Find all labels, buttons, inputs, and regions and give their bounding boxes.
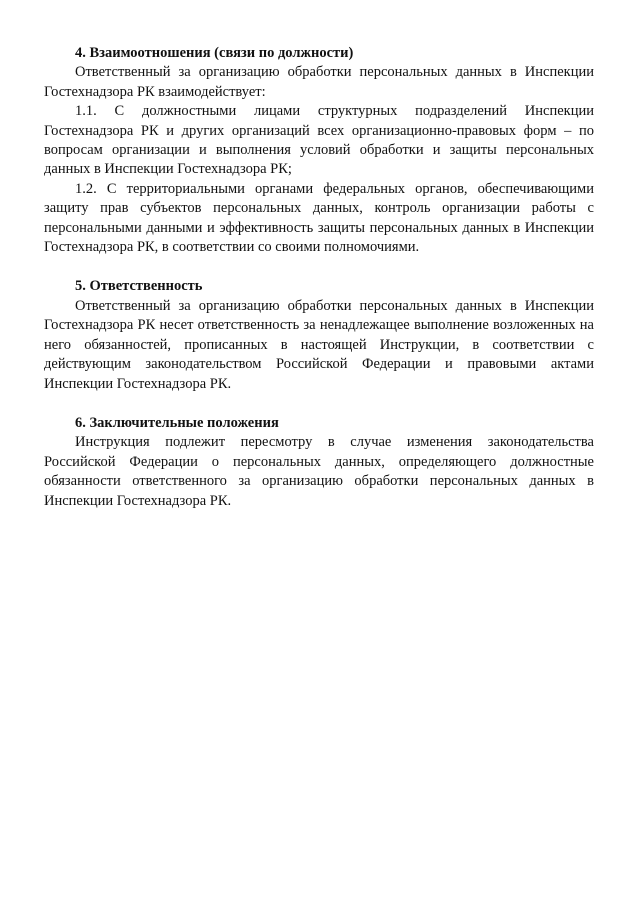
section-responsibility [44, 277, 594, 393]
document-body [44, 44, 594, 511]
paragraph-responsibility: Ответственный за организацию обработки персональных данных в Инспекции Гостехнадзора РК несет ответственность за ненадлежащее выполнение возложенных на него обязанностей, прописанных в настоящей Инструкции, в соответствии с действующим законодательством Российской Федерации и правовыми актами Инспекции Гостехнадзора РК. [44, 297, 594, 392]
paragraph-relations-1-2: 1.2. С территориальными органами федеральных органов, обеспечивающими защиту прав субъектов персональных данных, контроль организации работы с персональными данными и эффективность защиты персональных данных в Инспекции Гостехнадзора РК, в соответствии со своими полномочиями. [44, 180, 594, 256]
section-final-provisions [44, 414, 594, 511]
paragraph-final-provisions: Инструкция подлежит пересмотру в случае изменения законодательства Российской Федерации о персональных данных, определяющего должностные обязанности ответственного за организацию обработки персональных данных в Инспекции Гостехнадзора РК. [44, 434, 594, 509]
paragraph-relations-intro: Ответственный за организацию обработки персональных данных в Инспекции Гостехнадзора РК взаимодействует: [44, 64, 594, 100]
section-relations [44, 44, 594, 257]
section-title-final-provisions: 6. Заключительные положения [75, 414, 279, 431]
section-title-relations: 4. Взаимоотношения (связи по должности) [75, 45, 354, 61]
paragraph-relations-1-1: 1.1. С должностными лицами структурных подразделений Инспекции Гостехнадзора РК и других организаций всех организационно-правовых форм – по вопросам организации и выполнения условий обработки и защиты персональных данных в Инспекции Гостехнадзора РК; [44, 103, 594, 178]
section-title-responsibility: 5. Ответственность [75, 278, 203, 295]
